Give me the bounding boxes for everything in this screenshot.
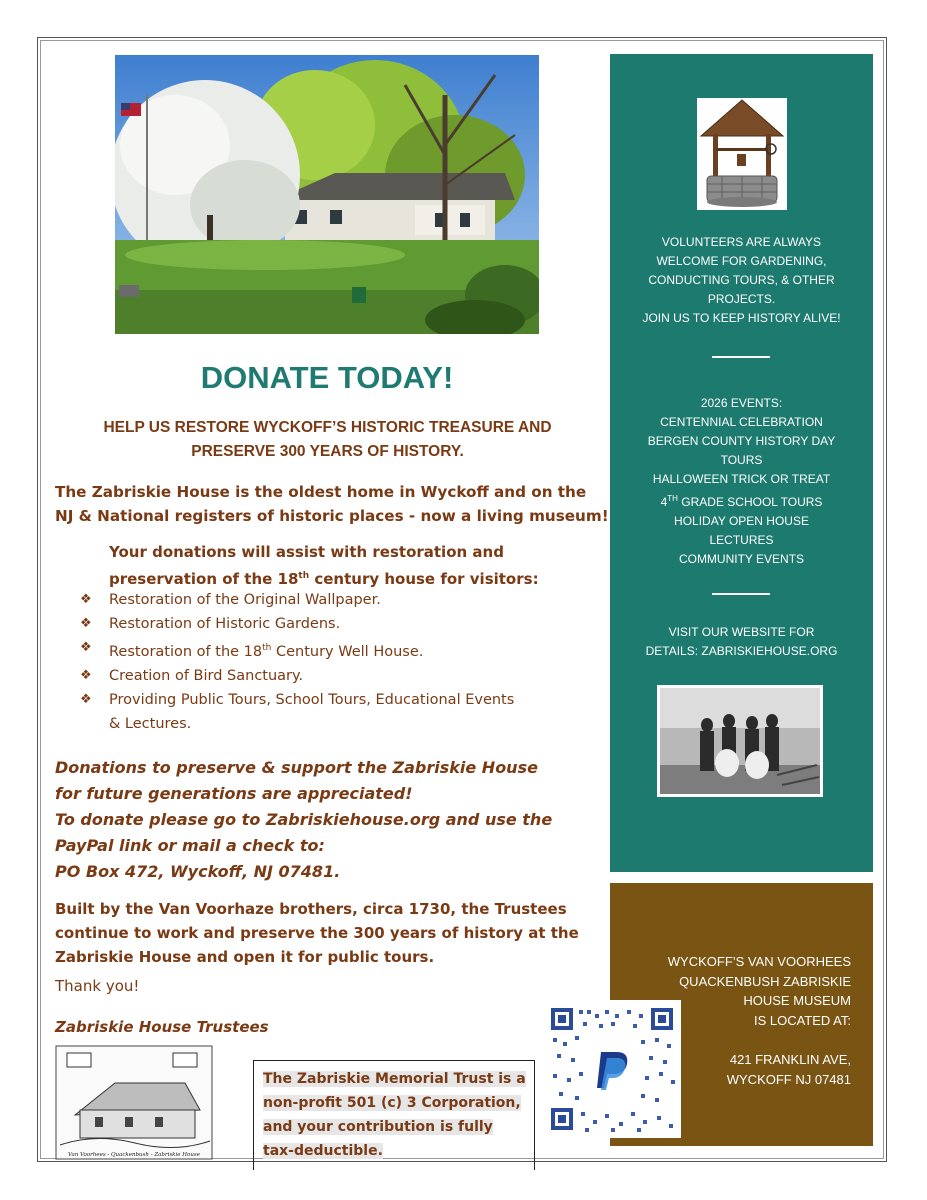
signature: Zabriskie House Trustees bbox=[55, 1018, 269, 1036]
list-item-text: Restoration of the 18 bbox=[109, 643, 263, 660]
diamond-bullet-icon: ❖ bbox=[80, 691, 92, 707]
diamond-bullet-icon: ❖ bbox=[80, 616, 92, 631]
assist-line-2 bbox=[109, 564, 589, 591]
built-line-3: Zabriskie House and open it for public tours. bbox=[55, 948, 435, 966]
intro-line-2: NJ & National registers of historic places - now a living museum! bbox=[55, 507, 609, 525]
trust-text: The Zabriskie Memorial Trust is a bbox=[263, 1071, 526, 1087]
event-text-end: GRADE SCHOOL TOURS bbox=[677, 495, 823, 509]
sketch-caption: Van Voorhees - Quackenbush - Zabriskie House bbox=[68, 1152, 200, 1158]
diamond-bullet-icon: ❖ bbox=[80, 667, 92, 683]
volunteers-line: WELCOME FOR GARDENING, bbox=[656, 254, 827, 268]
events-heading: 2026 EVENTS: bbox=[700, 396, 783, 410]
donation-line-5: PO Box 472, Wyckoff, NJ 07481. bbox=[55, 862, 341, 881]
list-item-text-cont: & Lectures. bbox=[109, 715, 192, 732]
list-item bbox=[80, 636, 590, 664]
event-item: CENTENNIAL CELEBRATION bbox=[660, 415, 823, 429]
list-item-text: Creation of Bird Sanctuary. bbox=[109, 667, 304, 684]
diamond-bullet-icon: ❖ bbox=[80, 640, 92, 655]
trust-text: non-profit 501 (c) 3 Corporation, bbox=[263, 1095, 521, 1111]
donation-line-3: To donate please go to Zabriskiehouse.org and use the bbox=[55, 810, 553, 829]
volunteers-line: PROJECTS. bbox=[707, 292, 776, 306]
website-line: DETAILS: ZABRISKIEHOUSE.ORG bbox=[645, 644, 838, 658]
address-line: 421 FRANKLIN AVE, bbox=[729, 1052, 851, 1067]
list-item-text-end: Century Well House. bbox=[271, 643, 424, 660]
trust-statement bbox=[263, 1067, 528, 1163]
assist-text: preservation of the 18 bbox=[109, 570, 299, 588]
thank-you: Thank you! bbox=[55, 977, 140, 995]
list-item bbox=[80, 588, 590, 612]
trust-line-1 bbox=[263, 1067, 528, 1091]
location-line: WYCKOFF’S VAN VOORHEES bbox=[667, 954, 851, 969]
headline-line-2: PRESERVE 300 YEARS OF HISTORY. bbox=[191, 443, 464, 460]
built-line-1: Built by the Van Voorhaze brothers, circa 1730, the Trustees bbox=[55, 900, 567, 918]
donate-title: DONATE TODAY! bbox=[200, 360, 454, 395]
event-item: HOLIDAY OPEN HOUSE bbox=[674, 514, 809, 528]
assist-text-end: century house for visitors: bbox=[309, 570, 539, 588]
donation-note bbox=[55, 755, 575, 885]
list-item-sup: th bbox=[262, 643, 272, 653]
house-sketch bbox=[55, 1045, 213, 1160]
built-line-2: continue to work and preserve the 300 years of history at the bbox=[55, 924, 579, 942]
list-item bbox=[80, 688, 590, 736]
headline bbox=[55, 416, 600, 464]
volunteers-line: VOLUNTEERS ARE ALWAYS bbox=[661, 235, 822, 249]
headline-line-1: HELP US RESTORE WYCKOFF’S HISTORIC TREASURE AND bbox=[103, 419, 552, 436]
house-photo bbox=[115, 55, 539, 334]
event-item: TOURS bbox=[720, 453, 763, 467]
location-line: QUACKENBUSH ZABRISKIE bbox=[679, 973, 851, 989]
volunteers-text bbox=[625, 233, 858, 328]
website-note bbox=[625, 623, 858, 661]
assist-paragraph bbox=[109, 540, 589, 591]
donation-line-1: Donations to preserve & support the Zabriskie House bbox=[55, 758, 538, 777]
volunteers-line: JOIN US TO KEEP HISTORY ALIVE! bbox=[642, 311, 841, 325]
paypal-qr-code[interactable] bbox=[545, 1000, 681, 1138]
wishing-well-image bbox=[697, 98, 787, 210]
event-item: HALLOWEEN TRICK OR TREAT bbox=[652, 472, 831, 486]
restoration-list bbox=[80, 588, 590, 736]
built-paragraph bbox=[55, 897, 600, 969]
event-sup: TH bbox=[667, 494, 678, 503]
trust-text: tax-deductible. bbox=[263, 1143, 383, 1159]
trust-line-3 bbox=[263, 1115, 528, 1139]
donation-line-4: PayPal link or mail a check to: bbox=[55, 836, 325, 855]
event-item: COMMUNITY EVENTS bbox=[678, 552, 805, 566]
trust-line-2 bbox=[263, 1091, 528, 1115]
volunteers-line: CONDUCTING TOURS, & OTHER bbox=[648, 273, 835, 287]
intro-line-1: The Zabriskie House is the oldest home in Wyckoff and on the bbox=[55, 483, 587, 501]
trust-line-4 bbox=[263, 1139, 528, 1163]
divider bbox=[712, 356, 770, 358]
donation-line-2: for future generations are appreciated! bbox=[55, 784, 413, 803]
historic-family-photo bbox=[657, 685, 823, 797]
intro-paragraph bbox=[55, 480, 610, 528]
trust-text: and your contribution is fully bbox=[263, 1119, 493, 1135]
events-list bbox=[625, 394, 858, 569]
diamond-bullet-icon: ❖ bbox=[80, 592, 92, 607]
list-item-text: Providing Public Tours, School Tours, Educational Events bbox=[109, 691, 515, 708]
location-line: IS LOCATED AT: bbox=[753, 1012, 851, 1028]
qr-icon bbox=[545, 1000, 681, 1138]
website-line: VISIT OUR WEBSITE FOR bbox=[668, 625, 815, 639]
divider bbox=[712, 593, 770, 595]
address-line: WYCKOFF NJ 07481 bbox=[726, 1071, 851, 1087]
assist-line-1: Your donations will assist with restoration and bbox=[109, 543, 504, 561]
event-item: BERGEN COUNTY HISTORY DAY bbox=[647, 434, 836, 448]
list-item bbox=[80, 612, 590, 636]
event-text: 4 bbox=[660, 495, 668, 509]
list-item bbox=[80, 664, 590, 688]
location-line: HOUSE MUSEUM bbox=[743, 993, 851, 1008]
event-item: LECTURES bbox=[709, 533, 774, 547]
list-item-text: Restoration of Historic Gardens. bbox=[109, 616, 341, 632]
event-item bbox=[625, 489, 858, 512]
list-item-text: Restoration of the Original Wallpaper. bbox=[109, 592, 381, 608]
assist-sup: th bbox=[298, 571, 310, 581]
